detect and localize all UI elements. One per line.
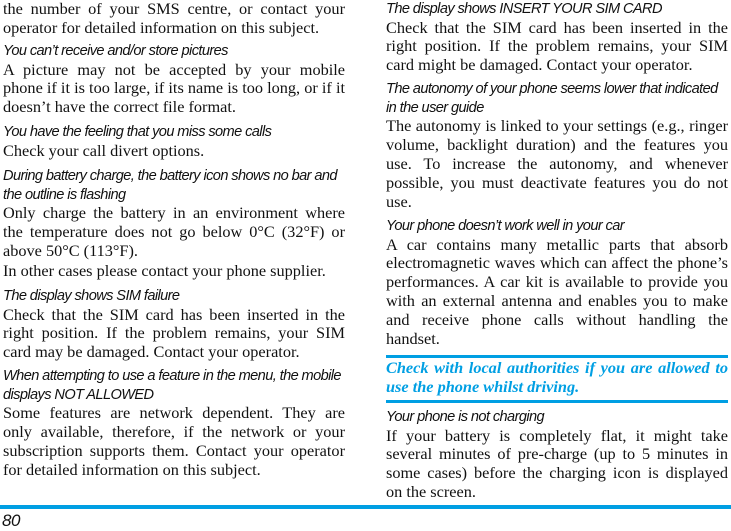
paragraph: In other cases please contact your phone supplier. [3, 260, 326, 280]
paragraph: A car contains many metallic parts that absorb electromagnetic waves which can affect the phone’s performances. A car kit is available to provide you with an external antenna and enables you to make and receive phone calls without handling the handset. [386, 234, 728, 349]
section-sms [3, 0, 345, 38]
section-not-charging [386, 408, 728, 502]
paragraph: Some features are network dependent. They are only available, therefore, if the network or your subscription supports them. Contact your operator for detailed information on this subject. [3, 403, 345, 479]
driving-callout [386, 355, 728, 403]
paragraph: Check your call divert options. [3, 140, 205, 160]
paragraph: Check that the SIM card has been inserted in the right position. If the problem remains, your SIM card may be damaged. Contact your operator. [3, 304, 345, 362]
section-sim-failure [3, 287, 345, 362]
callout-text: Check with local authorities if you are allowed to use the phone whilst driving. [386, 358, 728, 396]
section-car [386, 217, 728, 349]
paragraph: The autonomy is linked to your settings (e.g., ringer volume, backlight duration) and the features you use. To increase the autonomy, and whenever possible, you must deactivate features you do not use. [386, 116, 728, 211]
section-insert-sim [386, 0, 728, 75]
section-heading: The autonomy of your phone seems lower that indicated in the user guide [386, 81, 718, 116]
section-autonomy [386, 80, 728, 212]
section-heading: When attempting to use a feature in the menu, the mobile displays NOT ALLOWED [3, 368, 341, 403]
section-heading: During battery charge, the battery icon shows no bar and the outline is flashing [3, 168, 337, 203]
section-heading: The display shows SIM failure [3, 288, 180, 304]
paragraph: Only charge the battery in an environment where the temperature does not go below 0°C (32°F) or above 50°C (113°F). [3, 203, 345, 260]
section-not-allowed [3, 367, 345, 480]
footer-rule [0, 505, 731, 509]
paragraph: Check that the SIM card has been inserted in the right position. If the problem remains, your SIM card might be damaged. Contact your operator. [386, 17, 728, 75]
page-number: 80 [2, 511, 20, 530]
section-battery-charge [3, 167, 345, 281]
paragraph: A picture may not be accepted by your mobile phone if it is too large, if its name is too long, or if it doesn’t have the correct file format. [3, 59, 345, 117]
section-missed-calls [3, 123, 345, 160]
section-heading: Your phone doesn’t work well in your car [386, 218, 625, 234]
section-heading: The display shows INSERT YOUR SIM CARD [386, 1, 662, 17]
section-heading: Your phone is not charging [386, 409, 545, 425]
section-pictures [3, 42, 345, 117]
paragraph: If your battery is completely flat, it might take several minutes of pre-charge (up to 5 minutes in some cases) before the charging icon is displayed on the screen. [386, 425, 728, 502]
section-heading: You can’t receive and/or store pictures [3, 43, 228, 59]
section-heading: You have the feeling that you miss some calls [3, 124, 272, 140]
paragraph: the number of your SMS centre, or contact your operator for detailed information on this subject. [3, 0, 345, 37]
